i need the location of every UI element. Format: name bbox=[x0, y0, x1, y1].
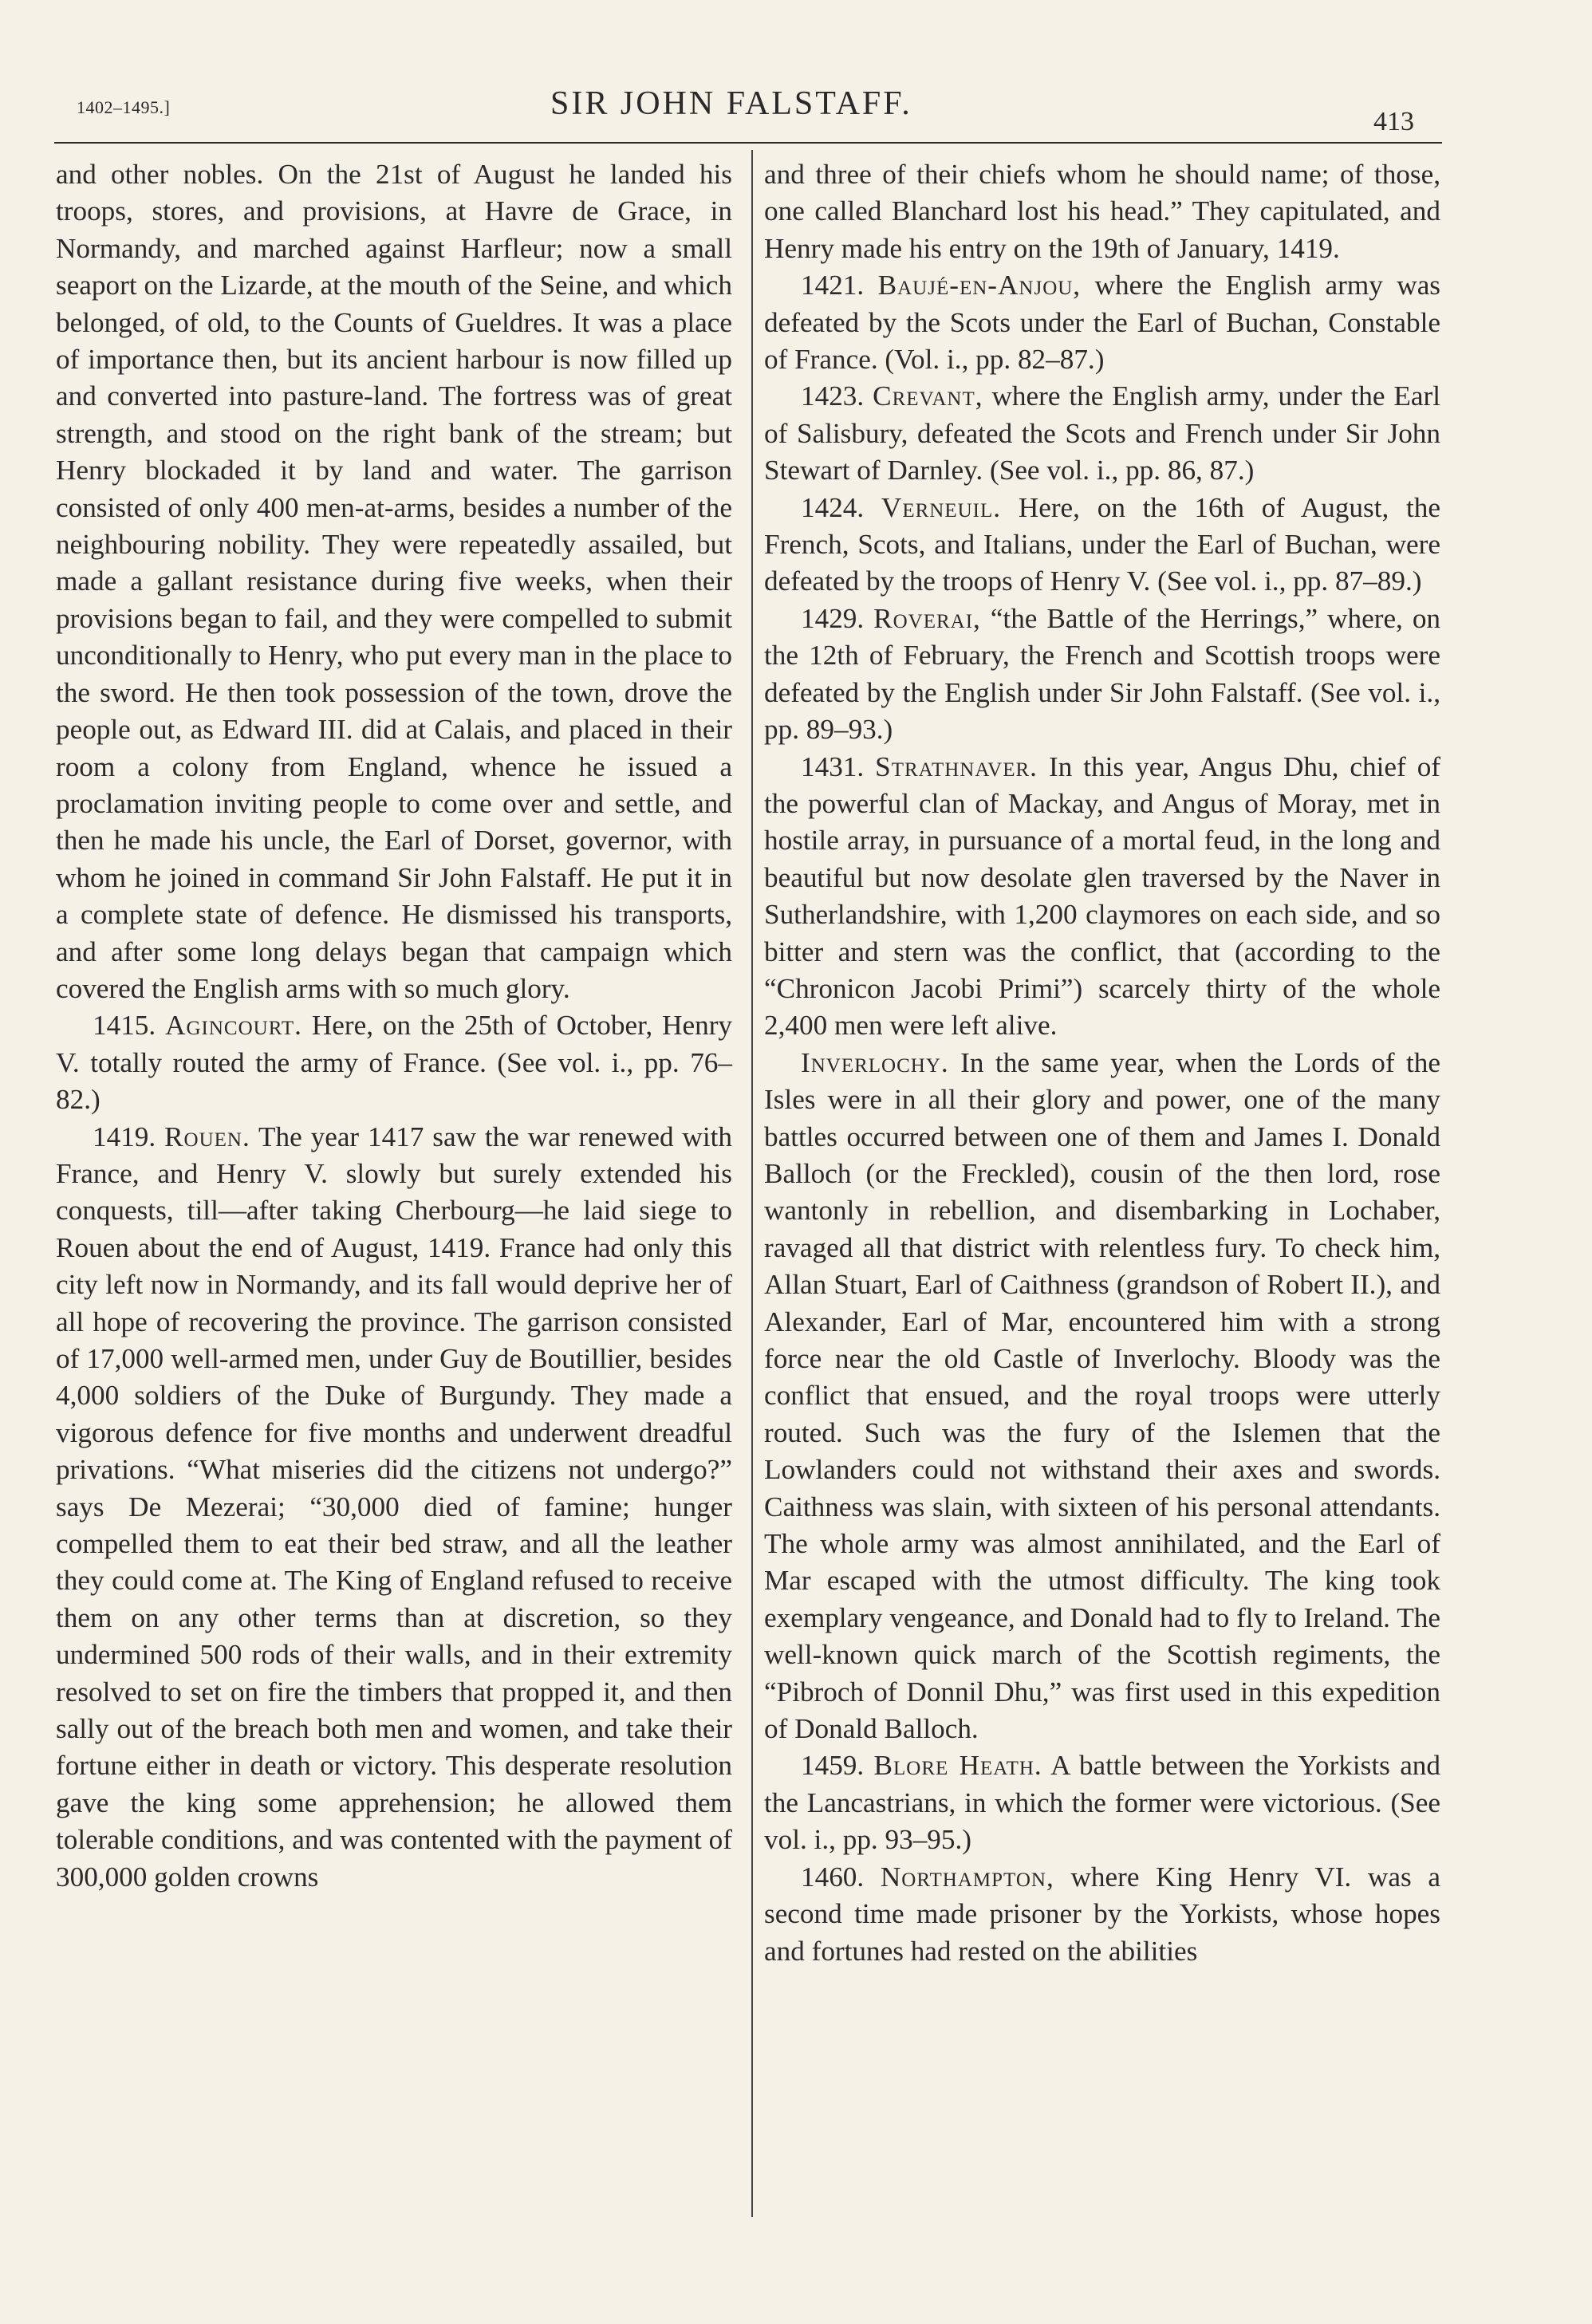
entry-place: Agincourt. bbox=[165, 1010, 302, 1042]
entry-year: 1459. bbox=[801, 1750, 865, 1782]
entry-paragraph bbox=[764, 1747, 1440, 1858]
entry-year: 1421. bbox=[801, 270, 865, 301]
entry-place: Baujé-en-Anjou, bbox=[877, 270, 1082, 301]
entry-year: 1431. bbox=[801, 750, 865, 782]
entry-paragraph bbox=[764, 1859, 1440, 1970]
paragraph bbox=[764, 156, 1440, 267]
entry-year: 1415. bbox=[93, 1010, 156, 1042]
running-title: SIR JOHN FALSTAFF. bbox=[550, 85, 912, 122]
entry-place: Verneuil. bbox=[881, 491, 1002, 523]
paragraph bbox=[56, 156, 732, 1007]
entry-paragraph bbox=[764, 601, 1440, 749]
entry-text: Here, on the 16th of August, the French, Scots, and Italians, under the Earl of Buchan, were defeated by the troops of Henry V. (See vol. i., pp. 87–89.) bbox=[764, 491, 1440, 597]
entry-year: 1419. bbox=[93, 1121, 156, 1152]
entry-paragraph bbox=[764, 267, 1440, 378]
entry-paragraph bbox=[764, 1045, 1440, 1748]
entry-text: “the Battle of the Herrings,” where, on the 12th of February, the French and Scottish troops were defeated by the English under Sir John Falstaff. (See vol. i., pp. 89–93.) bbox=[764, 602, 1441, 746]
column-divider bbox=[751, 150, 753, 2217]
page-number: 413 bbox=[1373, 107, 1414, 136]
entry-place: Inverlochy. bbox=[801, 1046, 949, 1078]
right-column bbox=[764, 156, 1440, 1970]
paragraph-text: and other nobles. On the 21st of August he landed his troops, stores, and provisions, at Havre de Grace, in Normandy, and marched against Harfleur; now a small seaport on the Lizarde, at the mouth of the Seine, and which belonged, of old, to the Counts of Gueldres. It was a place of importance then, but its ancient harbour is now filled up and converted into pasture-land. The fortress was of great strength, and stood on the right bank of the stream; but Henry blockaded it by land and water. The garrison consisted of only 400 men-at-arms, besides a number of the neighbouring nobility. They were repeatedly assailed, but made a gallant resistance during five weeks, when their provisions began to fail, and they were compelled to submit unconditionally to Henry, who put every man in the place to the sword. He then took possession of the town, drove the people out, as Edward III. did at Calais, and placed in their room a colony from England, whence he issued a proclamation inviting people to come over and settle, and then he made his uncle, the Earl of Dorset, governor, with whom he joined in command Sir John Falstaff. He put it in a complete state of defence. He dismissed his transports, and after some long delays began that campaign which covered the English arms with so much glory. bbox=[56, 159, 732, 1004]
entry-text: where the English army was defeated by the Scots under the Earl of Buchan, Constable of France. (Vol. i., pp. 82–87.) bbox=[764, 270, 1441, 376]
entry-text: Here, on the 25th of October, Henry V. totally routed the army of France. (See vol. i., pp. 76–82.) bbox=[56, 1010, 733, 1116]
entry-year: 1460. bbox=[801, 1861, 865, 1893]
paragraph-text: and three of their chiefs whom he should name; of those, one called Blanchard lost his head.” They capitulated, and Henry made his entry on the 19th of January, 1419. bbox=[764, 159, 1440, 264]
entry-text: A battle between the Yorkists and the Lancastrians, in which the former were victorious. (See vol. i., pp. 93–95.) bbox=[764, 1750, 1440, 1856]
entry-place: Crevant, bbox=[873, 380, 983, 412]
entry-text: where King Henry VI. was a second time made prisoner by the Yorkists, whose hopes and fortunes had rested on the abilities bbox=[764, 1861, 1440, 1967]
entry-year: 1423. bbox=[801, 380, 865, 412]
entry-place: Blore Heath. bbox=[873, 1750, 1042, 1782]
date-range: 1402–1495.] bbox=[77, 97, 171, 117]
entry-place: Strathnaver. bbox=[875, 750, 1038, 782]
header-rule bbox=[54, 142, 1442, 144]
entry-paragraph bbox=[764, 378, 1440, 489]
entry-paragraph bbox=[56, 1119, 732, 1897]
entry-paragraph bbox=[764, 749, 1440, 1045]
entry-text: In this year, Angus Dhu, chief of the powerful clan of Mackay, and Angus of Moray, met in hostile array, in pursuance of a mortal feud, in the long and beautiful but now desolate glen traversed by the Naver in Sutherlandshire, with 1,200 claymores on each side, and so bitter and stern was the conflict, that (according to the “Chronicon Jacobi Primi”) scarcely thirty of the whole 2,400 men were left alive. bbox=[764, 750, 1441, 1042]
entry-place: Rouen. bbox=[164, 1121, 250, 1152]
entry-year: 1429. bbox=[801, 602, 865, 634]
entry-place: Roverai, bbox=[873, 602, 981, 634]
entry-text: In the same year, when the Lords of the Isles were in all their glory and power, one of the many battles occurred between one of them and James I. Donald Balloch (or the Freckled), cousin of the then lord, rose wantonly in rebellion, and disembarking in Lochaber, ravaged all that district with relentless fury. To check him, Allan Stuart, Earl of Caithness (grandson of Robert II.), and Alexander, Earl of Mar, encountered him with a strong force near the old Castle of Inverlochy. Bloody was the conflict that ensued, and the royal troops were utterly routed. Such was the fury of the Islemen that the Lowlanders could not withstand their axes and swords. Caithness was slain, with sixteen of his personal attendants. The whole army was almost annihilated, and the Earl of Mar escaped with the utmost difficulty. The king took exemplary vengeance, and Donald had to fly to Ireland. The well-known quick march of the Scottish regiments, the “Pibroch of Donnil Dhu,” was first used in this expedition of Donald Balloch. bbox=[764, 1046, 1440, 1745]
left-column bbox=[56, 156, 732, 1896]
page-header bbox=[0, 0, 1592, 152]
entry-place: Northampton, bbox=[880, 1861, 1054, 1893]
entry-year: 1424. bbox=[801, 491, 865, 523]
entry-text: where the English army, under the Earl of Salisbury, defeated the Scots and French under Sir John Stewart of Darnley. (See vol. i., pp. 86, 87.) bbox=[764, 380, 1441, 486]
entry-paragraph bbox=[56, 1007, 732, 1118]
entry-paragraph bbox=[764, 490, 1440, 601]
entry-text: The year 1417 saw the war renewed with France, and Henry V. slowly but surely extended his conquests, till—after taking Cherbourg—he laid siege to Rouen about the end of August, 1419. France had only this city left now in Normandy, and its fall would deprive her of all hope of recovering the province. The garrison consisted of 17,000 well-armed men, under Guy de Boutillier, besides 4,000 soldiers of the Duke of Burgundy. They made a vigorous defence for five months and underwent dreadful privations. “What miseries did the citizens not undergo?” says De Mezerai; “30,000 died of famine; hunger compelled them to eat their bed straw, and all the leather they could come at. The King of England refused to receive them on any other terms than at discretion, so they undermined 500 rods of their walls, and in their extremity resolved to set on fire the timbers that propped it, and then sally out of the breach both men and women, and take their fortune either in death or victory. This desperate resolution gave the king some apprehension; he allowed them tolerable conditions, and was contented with the payment of 300,000 golden crowns bbox=[56, 1121, 732, 1893]
